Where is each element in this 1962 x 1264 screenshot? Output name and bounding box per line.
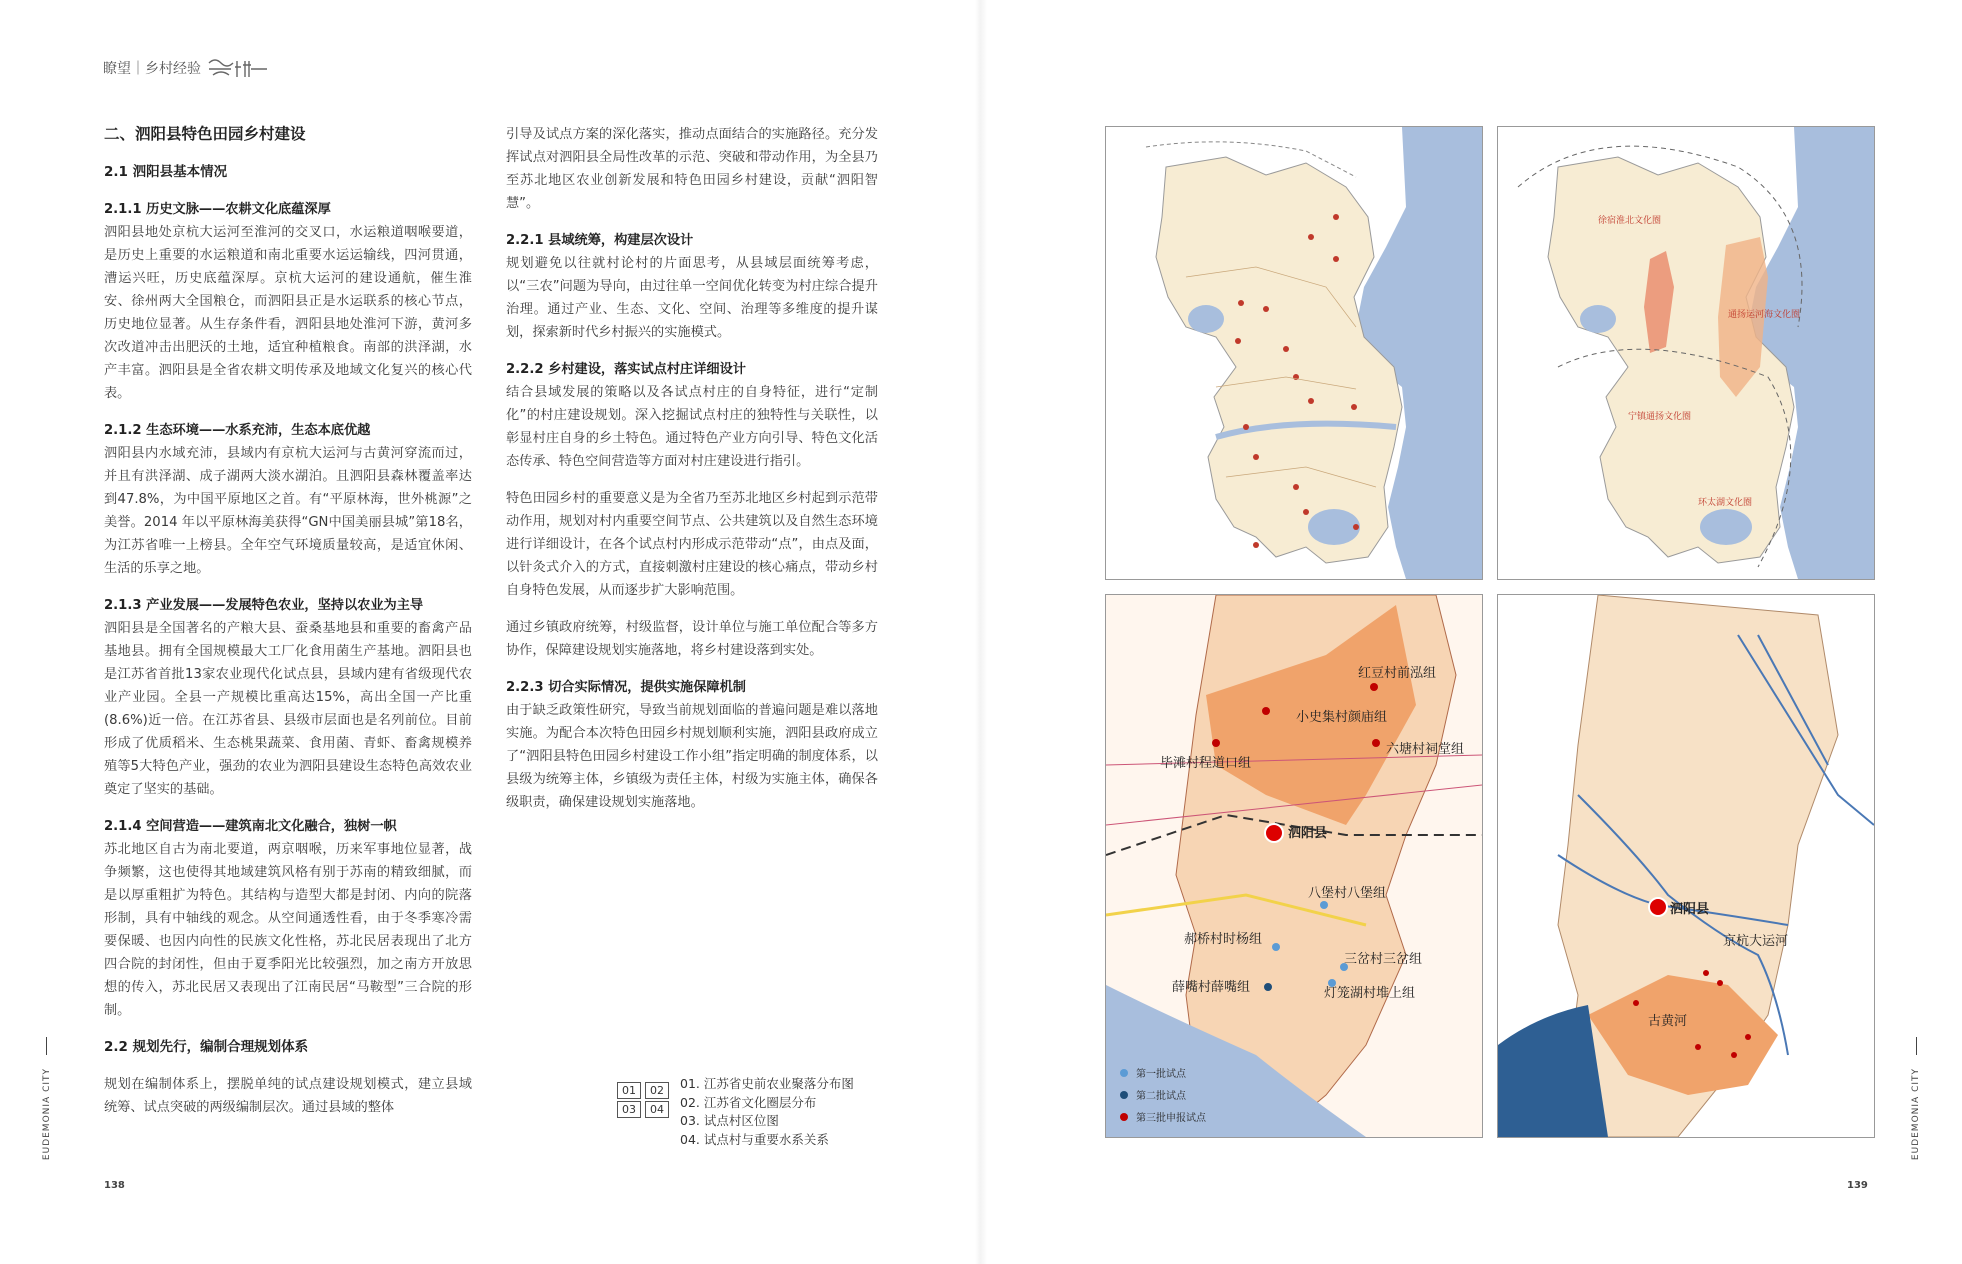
map-prehistoric-settlements xyxy=(1105,126,1483,580)
map4-county-label: 泗阳县 xyxy=(1670,902,1710,917)
heading-2-1-3: 2.1.3 产业发展——发展特色农业，坚持以农业为主导 xyxy=(104,598,424,613)
heading-2-1-2: 2.1.2 生态环境——水系充沛，生态本底优越 xyxy=(104,423,371,438)
middle-column xyxy=(506,123,878,828)
legend-first: 第一批试点 xyxy=(1136,1069,1186,1080)
paragraph-intro: 引导及试点方案的深化落实，推动点面结合的实施路径。充分发挥试点对泗阳县全局性改革的示范、突破和带动作用，为全县乃至苏北地区农业创新发展和特色田园乡村建设，贡献“泗阳智慧”。 xyxy=(506,127,878,211)
legend-second: 第二批试点 xyxy=(1136,1091,1186,1102)
side-label-right: EUDEMONIA CITY xyxy=(1911,1068,1921,1161)
page-number-left: 138 xyxy=(104,1180,125,1191)
side-label-left: EUDEMONIA CITY xyxy=(42,1068,52,1161)
paragraph-2-1-2: 泗阳县内水域充沛，县域内有京杭大运河与古黄河穿流而过，并且有洪泽湖、成子湖两大淡水湖泊。且泗阳县森林覆盖率达到47.8%，为中国平原地区之首。有“平原林海，世外桃源”之美誉。2014 年以平原林海美获得“GN中国美丽县城”第18名，为江苏省唯一上榜县。全年空气环境质量较高，是适宜休闲、生活的乐享之地。 xyxy=(104,446,472,576)
caption-item: 02. 江苏省文化圈层分布 xyxy=(680,1094,817,1110)
village-label: 小史集村颜庙组 xyxy=(1296,710,1388,725)
paragraph-2-2-1: 规划避免以往就村论村的片面思考，从县域层面统筹考虑，以“三农”问题为导向，由过往单一空间优化转变为村庄综合提升治理。通过产业、生态、文化、空间、治理等多维度的提升谋划，探索新时代乡村振兴的实施模式。 xyxy=(506,256,878,340)
paragraph-2-2-2b: 特色田园乡村的重要意义是为全省乃至苏北地区乡村起到示范带动作用，规划对村内重要空间节点、公共建筑以及自然生态环境进行详细设计，在各个试点村内形成示范带动“点”，由点及面，以针灸式介入的方式，直接刺激村庄建设的核心痛点，带动乡村自身特色发展，从而逐步扩大影响范围。 xyxy=(506,491,878,598)
village-label: 红豆村前泓组 xyxy=(1358,666,1437,681)
map4-river-label: 古黄河 xyxy=(1648,1014,1688,1029)
paragraph-2-2-2c: 通过乡镇政府统筹，村级监督，设计单位与施工单位配合等多方协作，保障建设规划实施落地，将乡村建设落到实处。 xyxy=(506,620,878,658)
heading-2-1-4: 2.1.4 空间营造——建筑南北文化融合，独树一帜 xyxy=(104,819,397,834)
header xyxy=(103,55,269,81)
page-number-right: 139 xyxy=(1847,1180,1868,1191)
village-label: 毕滩村程道口组 xyxy=(1160,756,1252,771)
caption-box-04: 04 xyxy=(645,1101,669,1118)
map4-canal-label: 京杭大运河 xyxy=(1723,934,1789,949)
map2-label: 环太湖文化圈 xyxy=(1698,498,1753,508)
paragraph-2-1-1: 泗阳县地处京杭大运河至淮河的交叉口，水运粮道咽喉要道，是历史上重要的水运粮道和南北重要水运运输线，四河贯通，漕运兴旺，历史底蕴深厚。京杭大运河的建设通航，催生淮安、徐州两大全国粮仓，而泗阳县正是水运联系的核心节点，历史地位显著。从生存条件看，泗阳县地处淮河下游，黄河多次改道冲击出肥沃的土地，适宜种植粮食。南部的洪泽湖，水产丰富。泗阳县是全省农耕文明传承及地域文化复兴的核心代表。 xyxy=(104,225,472,401)
caption-box-01: 01 xyxy=(617,1082,641,1099)
map-3-graphic xyxy=(1106,595,1482,1137)
caption-item: 04. 试点村与重要水系关系 xyxy=(680,1131,829,1147)
caption-list xyxy=(680,1075,854,1149)
map2-label: 宁镇通扬文化圈 xyxy=(1628,412,1692,422)
map3-county-label: 泗阳县 xyxy=(1288,826,1328,841)
village-label: 郝桥村时杨组 xyxy=(1184,932,1263,947)
paragraph-2-1-3: 泗阳县是全国著名的产粮大县、蚕桑基地县和重要的畜禽产品基地县。拥有全国规模最大工厂化食用菌生产基地。泗阳县也是江苏省首批13家农业现代化试点县，县域内建有省级现代农业产业园。全县一产规模比重高达15%，高出全国一产比重(8.6%)近一倍。在江苏省县、县级市层面也是名列前位。目前形成了优质稻米、生态桃果蔬菜、食用菌、青虾、畜禽规模养殖等5大特色产业，强劲的农业为泗阳县建设生态特色高效农业奠定了坚实的基础。 xyxy=(104,621,472,797)
caption-item: 03. 试点村区位图 xyxy=(680,1113,779,1128)
map-water-systems xyxy=(1497,594,1875,1138)
map-cultural-circles xyxy=(1497,126,1875,580)
paragraph-2-2-3: 由于缺乏政策性研究，导致当前规划面临的普遍问题是难以落地实施。为配合本次特色田园乡村规划顺利实施，泗阳县政府成立了“泗阳县特色田园乡村建设工作小组”指定明确的制度体系，以县级为统筹主体，乡镇级为责任主体，村级为实施主体，确保各级职责，确保建设规划实施落地。 xyxy=(506,703,878,810)
heading-2-2-2: 2.2.2 乡村建设，落实试点村庄详细设计 xyxy=(506,362,746,377)
right-page xyxy=(981,0,1962,1264)
caption-box-03: 03 xyxy=(617,1101,641,1118)
map2-label: 通扬运河海文化圈 xyxy=(1728,310,1801,320)
village-label: 薛嘴村薛嘴组 xyxy=(1172,980,1251,995)
caption-box-02: 02 xyxy=(645,1082,669,1099)
map2-label: 徐宿淮北文化圈 xyxy=(1598,216,1662,226)
header-section: 瞭望｜乡村经验 xyxy=(103,61,201,77)
heading-2-2-3: 2.2.3 切合实际情况，提供实施保障机制 xyxy=(506,680,746,695)
village-label: 三岔村三岔组 xyxy=(1344,952,1423,967)
section-title: 二、泗阳县特色田园乡村建设 xyxy=(104,125,306,143)
map-pilot-villages xyxy=(1105,594,1483,1138)
left-column xyxy=(104,123,472,1133)
paragraph-2-2-2: 结合县域发展的策略以及各试点村庄的自身特征，进行“定制化”的村庄建设规划。深入挖掘试点村庄的独特性与关联性，以彰显村庄自身的乡土特色。通过特色产业方向引导、特色文化活态传承、特色空间营造等方面对村庄建设进行指引。 xyxy=(506,385,878,469)
village-label: 八堡村八堡组 xyxy=(1308,886,1387,901)
subsection-2-2: 2.2 规划先行，编制合理规划体系 xyxy=(104,1039,309,1055)
paragraph-2-2: 规划在编制体系上，摆脱单纯的试点建设规划模式，建立县域统筹、试点突破的两级编制层次。通过县域的整体 xyxy=(104,1077,472,1115)
side-divider xyxy=(1916,1037,1917,1055)
heading-2-2-1: 2.2.1 县域统筹，构建层次设计 xyxy=(506,233,694,248)
heading-2-1-1: 2.1.1 历史文脉——农耕文化底蕴深厚 xyxy=(104,202,331,217)
map-1-graphic xyxy=(1106,127,1482,579)
map-4-graphic xyxy=(1498,595,1874,1137)
legend-third: 第三批申报试点 xyxy=(1136,1113,1206,1124)
brand-logo-icon xyxy=(207,55,269,81)
subsection-2-1: 2.1 泗阳县基本情况 xyxy=(104,164,228,180)
map-2-graphic xyxy=(1498,127,1874,579)
caption-item: 01. 江苏省史前农业聚落分布图 xyxy=(680,1076,854,1091)
paragraph-2-1-4: 苏北地区自古为南北要道，两京咽喉，历来军事地位显著，战争频繁，这也使得其地域建筑风格有别于苏南的精致细腻，而是以厚重粗扩为特色。其结构与造型大都是封闭、内向的院落形制，具有中轴线的观念。从空间通透性看，由于冬季寒冷需要保暖、也因内向性的民族文化性格，苏北民居表现出了北方四合院的封闭性，但由于夏季阳光比较强烈，加之南方开放思想的传入，苏北民居又表现出了江南民居“马鞍型”三合院的形制。 xyxy=(104,842,472,1018)
village-label: 六塘村祠堂组 xyxy=(1386,742,1465,757)
village-label: 灯笼湖村堆上组 xyxy=(1324,986,1416,1001)
side-divider xyxy=(46,1037,47,1055)
